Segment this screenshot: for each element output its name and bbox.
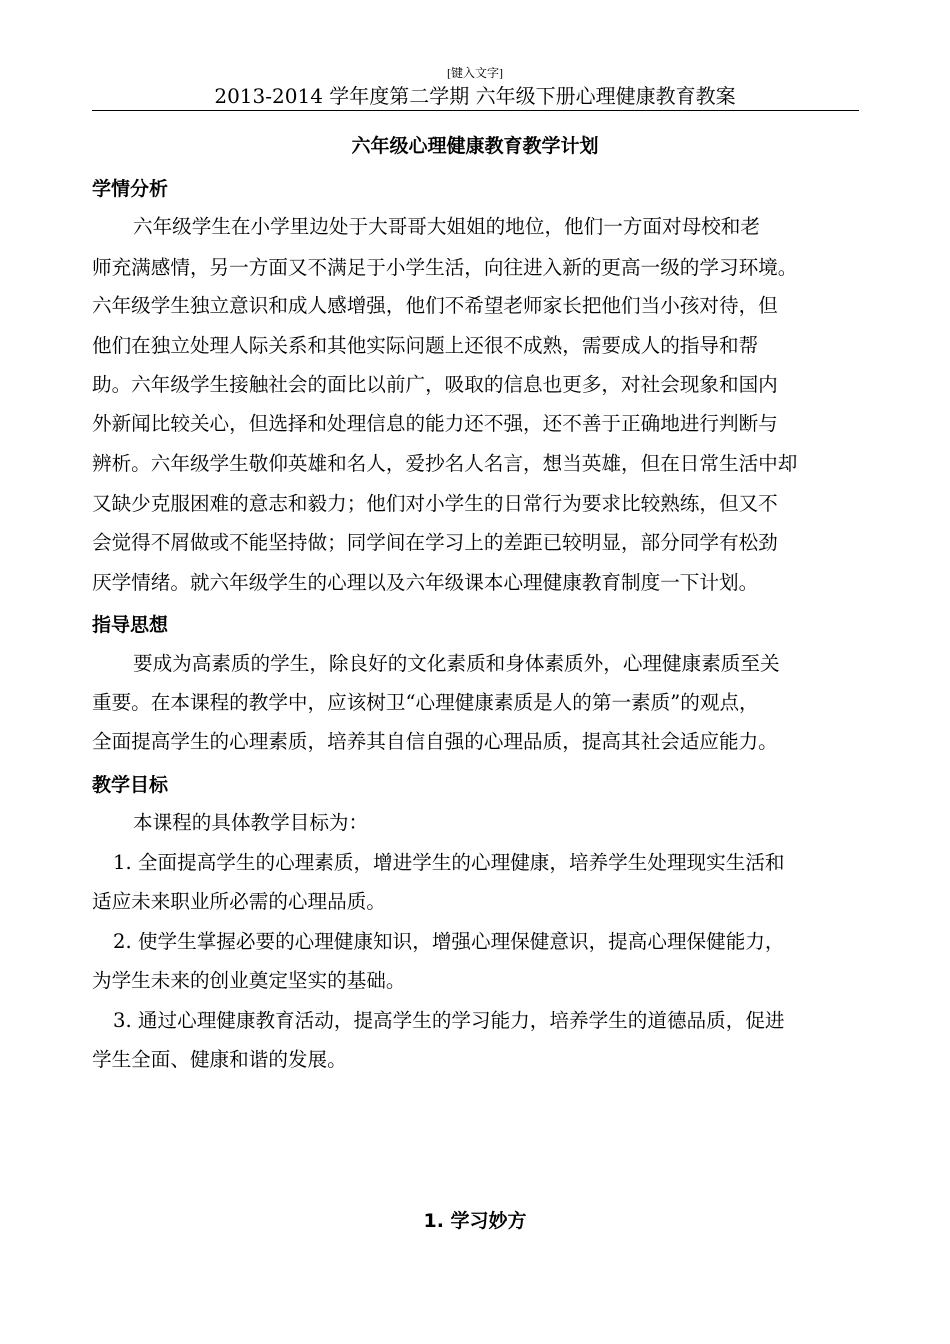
section-heading-analysis: 学情分析 bbox=[92, 178, 169, 200]
goal-item-2: 2. 使学生掌握必要的心理健康知识，增强心理保健意识，提高心理保健能力， bbox=[113, 930, 785, 953]
paragraph-line: 厌学情绪。就六年级学生的心理以及六年级课本心理健康教育制度一下计划。 bbox=[92, 571, 759, 594]
paragraph-line: 要成为高素质的学生，除良好的文化素质和身体素质外，心理健康素质至关 bbox=[133, 652, 780, 675]
goal-item-2-continued: 为学生未来的创业奠定坚实的基础。 bbox=[92, 969, 406, 992]
paragraph-line: 他们在独立处理人际关系和其他实际问题上还很不成熟，需要成人的指导和帮 bbox=[92, 334, 759, 357]
next-section-title: 1. 学习妙方 bbox=[423, 1210, 527, 1232]
goal-item-3-continued: 学生全面、健康和谐的发展。 bbox=[92, 1048, 347, 1071]
paragraph-line: 助。六年级学生接触社会的面比以前广，吸取的信息也更多，对社会现象和国内 bbox=[92, 373, 778, 396]
paragraph-line: 六年级学生在小学里边处于大哥哥大姐姐的地位，他们一方面对母校和老 bbox=[133, 215, 760, 238]
goal-item-1: 1. 全面提高学生的心理素质，增进学生的心理健康，培养学生处理现实生活和 bbox=[113, 851, 785, 874]
paragraph-line: 师充满感情，另一方面又不满足于小学生活，向往进入新的更高一级的学习环境。 bbox=[92, 256, 798, 279]
header-divider bbox=[92, 110, 859, 111]
paragraph-line: 六年级学生独立意识和成人感增强，他们不希望老师家长把他们当小孩对待，但 bbox=[92, 294, 778, 317]
document-title: 六年级心理健康教育教学计划 bbox=[351, 135, 599, 157]
section-heading-teaching-goals: 教学目标 bbox=[92, 774, 169, 796]
goal-item-3: 3. 通过心理健康教育活动，提高学生的学习能力，培养学生的道德品质，促进 bbox=[113, 1009, 785, 1032]
paragraph-line: 又缺少克服困难的意志和毅力；他们对小学生的日常行为要求比较熟练，但又不 bbox=[92, 492, 778, 515]
goals-intro: 本课程的具体教学目标为： bbox=[133, 811, 369, 834]
page-header-title: 2013-2014 学年度第二学期 六年级下册心理健康教育教案 bbox=[214, 84, 736, 108]
paragraph-line: 重要。在本课程的教学中，应该树卫“心理健康素质是人的第一素质”的观点， bbox=[92, 691, 759, 714]
goal-item-1-continued: 适应未来职业所必需的心理品质。 bbox=[92, 890, 386, 913]
paragraph-line: 全面提高学生的心理素质，培养其自信自强的心理品质，提高其社会适应能力。 bbox=[92, 730, 778, 753]
header-placeholder-text: [键入文字] bbox=[447, 66, 503, 80]
paragraph-line: 外新闻比较关心，但选择和处理信息的能力还不强，还不善于正确地进行判断与 bbox=[92, 412, 778, 435]
paragraph-line: 会觉得不屑做或不能坚持做；同学间在学习上的差距已较明显，部分同学有松劲 bbox=[92, 531, 778, 554]
section-heading-guiding-idea: 指导思想 bbox=[92, 614, 169, 636]
paragraph-line: 辨析。六年级学生敬仰英雄和名人，爱抄名人名言，想当英雄，但在日常生活中却 bbox=[92, 452, 798, 475]
